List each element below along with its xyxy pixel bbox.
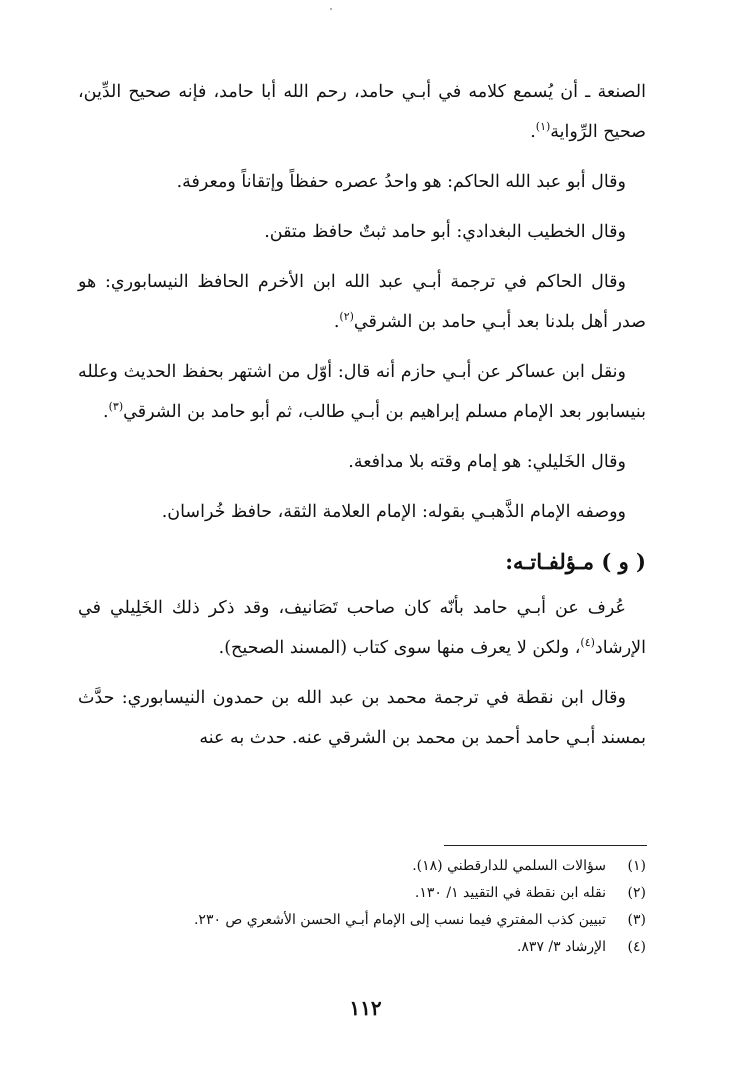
paragraph-text: وقال الخَليلي: هو إمام وقته بلا مدافعة. xyxy=(348,452,626,472)
paragraph-tail: . xyxy=(333,312,340,332)
scan-mark xyxy=(330,8,332,10)
footnote-item xyxy=(78,853,646,880)
paragraph-text: ونقل ابن عساكر عن أبـي حازم أنه قال: أوّل من اشتهر بحفظ الحديث وعلله بنيسابور بعد الإمام مسلم إبراهيم بن أبـي طالب، ثم أبو حامد بن الشرقي xyxy=(78,362,646,422)
paragraph-2 xyxy=(78,162,646,202)
paragraph-tail: ، ولكن لا يعرف منها سوى كتاب (المسند الصحيح). xyxy=(218,638,581,658)
footnote-ref-4[interactable]: (٤) xyxy=(580,636,595,650)
paragraph-5 xyxy=(78,352,646,432)
paragraph-7 xyxy=(78,492,646,532)
footnote-text: نقله ابن نقطة في التقييد ١/ ١٣٠. xyxy=(414,885,606,901)
footnote-number: (١) xyxy=(627,858,646,874)
paragraph-text: عُرف عن أبـي حامد بأنّه كان صاحب تَصَانيف، وقد ذكر ذلك الخَلِيلي في الإرشاد xyxy=(78,598,646,658)
paragraph-text: الصنعة ـ أن يُسمع كلامه في أبـي حامد، رحم الله أبا حامد، فإنه صحيح الدِّين، صحيح الرِّواية xyxy=(78,82,646,142)
footnote-item xyxy=(78,880,646,907)
paragraph-6 xyxy=(78,442,646,482)
paragraph-1 xyxy=(78,72,646,152)
footnote-ref-3[interactable]: (٣) xyxy=(108,400,124,414)
footnote-item xyxy=(78,907,646,934)
paragraph-tail: . xyxy=(530,122,536,142)
paragraph-text: وقال أبو عبد الله الحاكم: هو واحدُ عصره حفظاً وإتقاناً ومعرفة. xyxy=(176,172,626,192)
footnote-ref-2[interactable]: (٢) xyxy=(339,310,354,324)
footnotes xyxy=(78,853,646,961)
paragraph-3 xyxy=(78,212,646,252)
paragraph-text: ووصفه الإمام الذَّهبـي بقوله: الإمام العلامة الثقة، حافظ خُراسان. xyxy=(161,502,626,522)
paragraph-8 xyxy=(78,588,646,668)
paragraph-4 xyxy=(78,262,646,342)
footnote-text: تبيين كذب المفتري فيما نسب إلى الإمام أبـي الحسن الأشعري ص ٢٣٠. xyxy=(193,912,606,928)
paragraph-text: وقال الحاكم في ترجمة أبـي عبد الله ابن الأخرم الحافظ النيسابوري: هو صدر أهل بلدنا بعد أبـي حامد بن الشرقي xyxy=(78,272,646,332)
footnote-separator xyxy=(444,845,647,846)
footnote-number: (٣) xyxy=(627,912,646,928)
page-body xyxy=(78,72,646,768)
footnote-text: الإرشاد ٣/ ٨٣٧. xyxy=(516,939,606,955)
page-number: ١١٢ xyxy=(349,996,382,1020)
section-heading: ( و ) مـؤلفـاتـه: xyxy=(505,549,646,574)
footnote-item xyxy=(78,934,646,961)
footnote-ref-1[interactable]: (١) xyxy=(535,120,551,134)
paragraph-tail: . xyxy=(103,402,109,422)
paragraph-text: وقال الخطيب البغدادي: أبو حامد ثبتٌ حافظ متقن. xyxy=(264,222,626,242)
footnote-number: (٤) xyxy=(627,939,646,955)
footnote-text: سؤالات السلمي للدارقطني (١٨). xyxy=(412,858,606,874)
paragraph-9 xyxy=(78,678,646,758)
paragraph-text: وقال ابن نقطة في ترجمة محمد بن عبد الله بن حمدون النيسابوري: حدَّث بمسند أبـي حامد أحمد بن محمد بن الشرقي عنه. حدث به عنه xyxy=(78,688,646,748)
footnote-number: (٢) xyxy=(627,885,646,901)
